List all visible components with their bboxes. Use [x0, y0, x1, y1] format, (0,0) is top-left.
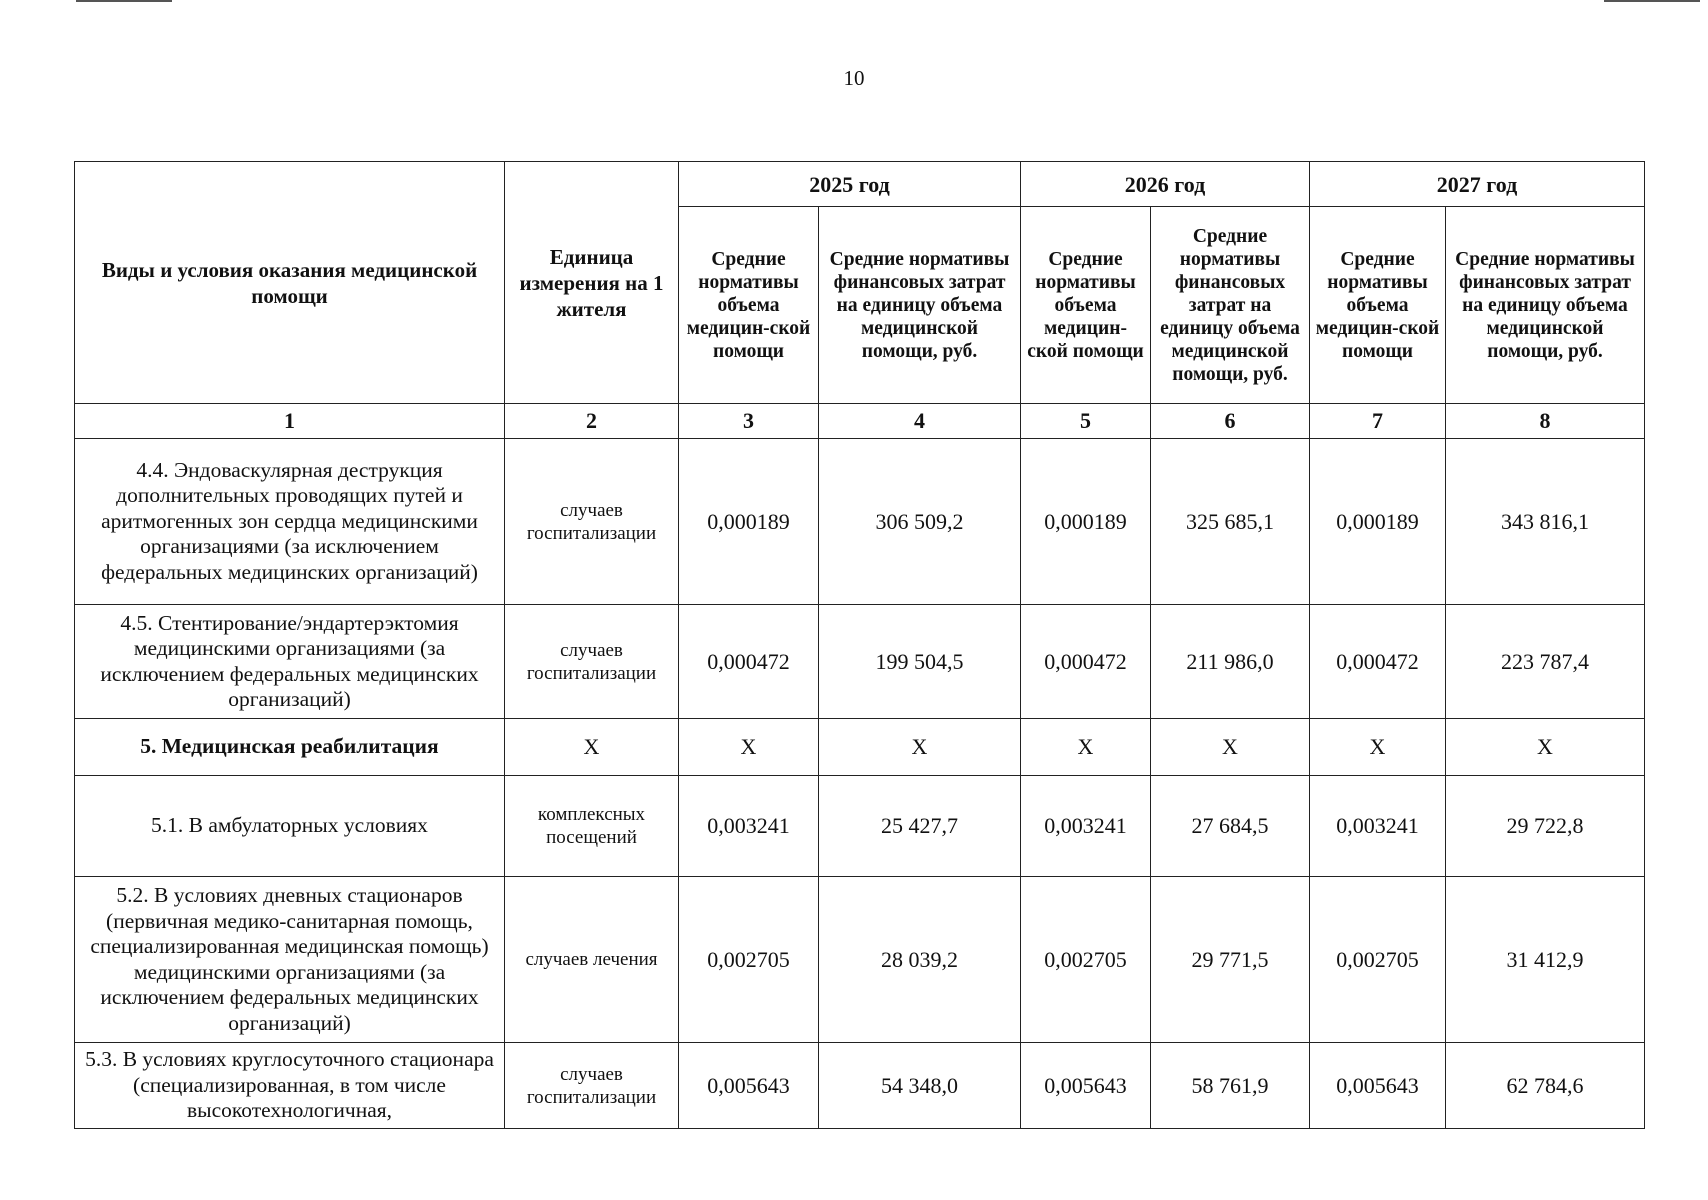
row-value: 0,005643: [1021, 1043, 1151, 1129]
row-value: 54 348,0: [819, 1043, 1021, 1129]
row-unit: случаев госпитализации: [505, 1043, 679, 1129]
row-value: 0,000189: [679, 439, 819, 605]
row-value: 0,003241: [679, 776, 819, 877]
row-value: X: [1021, 719, 1151, 776]
row-value: X: [679, 719, 819, 776]
row-value: 223 787,4: [1446, 605, 1645, 719]
table-row: [75, 776, 1645, 877]
scan-edge-mark-left: [76, 0, 172, 2]
table-row: [75, 605, 1645, 719]
row-value: 306 509,2: [819, 439, 1021, 605]
row-value: 29 722,8: [1446, 776, 1645, 877]
row-value: 27 684,5: [1151, 776, 1310, 877]
row-value: X: [1310, 719, 1446, 776]
row-value: 58 761,9: [1151, 1043, 1310, 1129]
column-number: 6: [1151, 404, 1310, 439]
header-volume-2027: Средние нормативы объема медицин-ской помощи: [1310, 207, 1446, 404]
header-cost-2026: Средние нормативы финансовых затрат на единицу объема медицинской помощи, руб.: [1151, 207, 1310, 404]
row-value: 0,002705: [1021, 877, 1151, 1043]
header-kind: Виды и условия оказания медицинской помощи: [75, 162, 505, 404]
row-unit: случаев лечения: [505, 877, 679, 1043]
row-value: 29 771,5: [1151, 877, 1310, 1043]
row-value: X: [819, 719, 1021, 776]
header-year-2025: 2025 год: [679, 162, 1021, 207]
row-value: 25 427,7: [819, 776, 1021, 877]
row-name: 4.5. Стентирование/эндартерэктомия медицинскими организациями (за исключением федеральных медицинских организаций): [75, 605, 505, 719]
column-number: 5: [1021, 404, 1151, 439]
row-value: 0,000472: [1021, 605, 1151, 719]
row-name: 4.4. Эндоваскулярная деструкция дополнительных проводящих путей и аритмогенных зон сердца медицинскими организациями (за исключением федеральных медицинских организаций): [75, 439, 505, 605]
header-year-2027: 2027 год: [1310, 162, 1645, 207]
column-number: 8: [1446, 404, 1645, 439]
table-row: [75, 439, 1645, 605]
row-value: 0,003241: [1310, 776, 1446, 877]
row-value: X: [1446, 719, 1645, 776]
row-value: 199 504,5: [819, 605, 1021, 719]
header-volume-2026: Средние нормативы объема медицин-ской помощи: [1021, 207, 1151, 404]
row-name: 5.3. В условиях круглосуточного стационара (специализированная, в том числе высокотехнологичная,: [75, 1043, 505, 1129]
row-value: 0,000189: [1310, 439, 1446, 605]
row-value: 211 986,0: [1151, 605, 1310, 719]
row-value: 31 412,9: [1446, 877, 1645, 1043]
header-row-years: [75, 162, 1645, 207]
row-name: 5. Медицинская реабилитация: [75, 719, 505, 776]
table-row: [75, 877, 1645, 1043]
row-name: 5.2. В условиях дневных стационаров (первичная медико-санитарная помощь, специализированная медицинская помощь) медицинскими организациями (за исключением федеральных медицинских организаций): [75, 877, 505, 1043]
table-row: [75, 1043, 1645, 1129]
row-value: 0,003241: [1021, 776, 1151, 877]
header-volume-2025: Средние нормативы объема медицин-ской помощи: [679, 207, 819, 404]
header-unit: Единица измерения на 1 жителя: [505, 162, 679, 404]
row-value: 0,000472: [1310, 605, 1446, 719]
row-name: 5.1. В амбулаторных условиях: [75, 776, 505, 877]
row-unit: случаев госпитализации: [505, 605, 679, 719]
row-value: 62 784,6: [1446, 1043, 1645, 1129]
column-number: 4: [819, 404, 1021, 439]
scan-edge-mark-right: [1604, 0, 1700, 2]
column-number: 7: [1310, 404, 1446, 439]
row-value: 0,002705: [1310, 877, 1446, 1043]
row-value: 0,005643: [1310, 1043, 1446, 1129]
row-value: 0,005643: [679, 1043, 819, 1129]
row-value: 0,000472: [679, 605, 819, 719]
row-value: 0,002705: [679, 877, 819, 1043]
column-number: 3: [679, 404, 819, 439]
row-unit: случаев госпитализации: [505, 439, 679, 605]
row-value: X: [1151, 719, 1310, 776]
column-number: 1: [75, 404, 505, 439]
column-number: 2: [505, 404, 679, 439]
page-number: 10: [843, 66, 865, 90]
row-value: 343 816,1: [1446, 439, 1645, 605]
row-unit: X: [505, 719, 679, 776]
header-year-2026: 2026 год: [1021, 162, 1310, 207]
row-value: 325 685,1: [1151, 439, 1310, 605]
header-cost-2025: Средние нормативы финансовых затрат на единицу объема медицинской помощи, руб.: [819, 207, 1021, 404]
header-cost-2027: Средние нормативы финансовых затрат на единицу объема медицинской помощи, руб.: [1446, 207, 1645, 404]
column-numbers-row: [75, 404, 1645, 439]
row-unit: комплексных посещений: [505, 776, 679, 877]
row-value: 28 039,2: [819, 877, 1021, 1043]
row-value: 0,000189: [1021, 439, 1151, 605]
table-row-section: [75, 719, 1645, 776]
norms-table: [74, 161, 1645, 1129]
